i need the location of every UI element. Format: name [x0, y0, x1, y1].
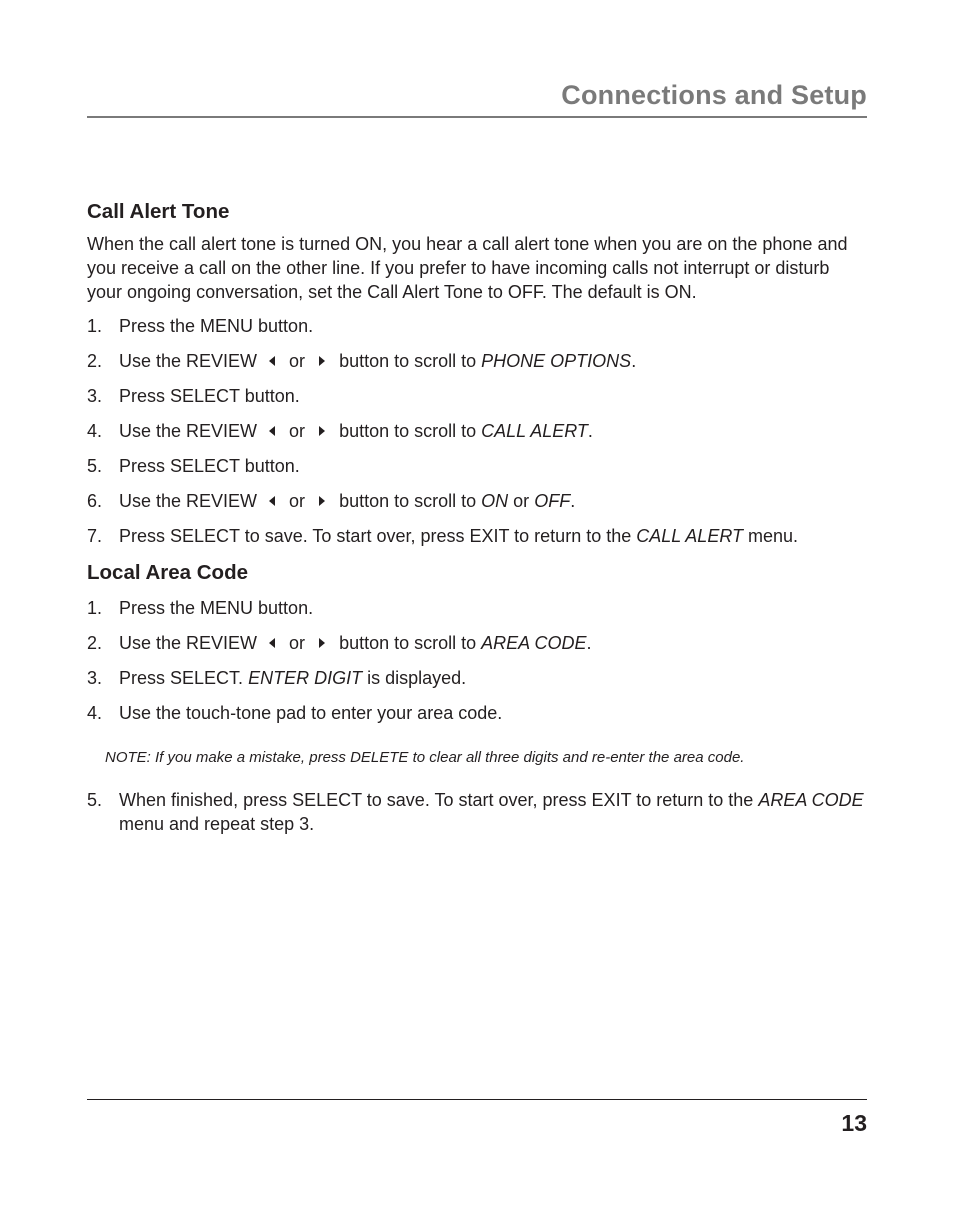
- step-number: 1.: [87, 598, 103, 618]
- step-text: Press SELECT button.: [119, 456, 300, 476]
- step-number: 2.: [87, 633, 103, 653]
- left-triangle-icon: [269, 426, 275, 436]
- list-item: [87, 454, 867, 478]
- call-alert-intro: When the call alert tone is turned ON, you hear a call alert tone when you are on the phone and you receive a call on the other line. If you prefer to have incoming calls not interrupt or disturb your ongoing conversation, set the Call Alert Tone to OFF. The default is ON.: [87, 234, 848, 302]
- step-text: Use the REVIEW: [119, 421, 258, 441]
- menu-target: OFF: [534, 491, 571, 511]
- step-text: or: [289, 491, 306, 511]
- area-code-final-step: [87, 788, 867, 836]
- step-number: 5.: [87, 790, 103, 810]
- list-item: [87, 384, 867, 408]
- menu-target: PHONE OPTIONS: [481, 351, 632, 371]
- right-triangle-icon: [319, 356, 325, 366]
- right-triangle-icon: [319, 638, 325, 648]
- step-number: 7.: [87, 526, 103, 546]
- list-item: [87, 314, 867, 338]
- page-header-title: Connections and Setup: [561, 80, 867, 110]
- step-text: Use the touch-tone pad to enter your area code.: [119, 703, 503, 723]
- area-code-steps: [87, 596, 867, 725]
- right-triangle-icon: [319, 426, 325, 436]
- menu-target: ON: [481, 491, 509, 511]
- step-text: or: [513, 491, 530, 511]
- step-text: button to scroll to: [339, 491, 477, 511]
- step-number: 4.: [87, 703, 103, 723]
- step-text: Use the REVIEW: [119, 633, 258, 653]
- step-text: Press SELECT.: [119, 668, 244, 688]
- step-text: menu and repeat step 3.: [119, 814, 315, 834]
- step-text: button to scroll to: [339, 633, 477, 653]
- call-alert-section: [87, 198, 867, 548]
- list-item: [87, 419, 867, 443]
- call-alert-heading: Call Alert Tone: [87, 200, 230, 223]
- step-text: .: [587, 421, 593, 441]
- step-text: or: [289, 351, 306, 371]
- step-text: When finished, press SELECT to save. To start over, press EXIT to return to the: [119, 790, 754, 810]
- note-text: NOTE: If you make a mistake, press DELETE to clear all three digits and re-enter the area code.: [105, 749, 745, 766]
- step-text: or: [289, 633, 306, 653]
- area-code-section: [87, 559, 867, 836]
- step-text: Use the REVIEW: [119, 491, 258, 511]
- step-number: 2.: [87, 351, 103, 371]
- step-text: button to scroll to: [339, 351, 477, 371]
- step-text: Press the MENU button.: [119, 598, 314, 618]
- left-triangle-icon: [269, 356, 275, 366]
- list-item: [87, 596, 867, 620]
- menu-target: CALL ALERT: [636, 526, 743, 546]
- step-text: button to scroll to: [339, 421, 477, 441]
- step-text: Press the MENU button.: [119, 316, 314, 336]
- footer-rule: [87, 1099, 867, 1100]
- page-number: 13: [841, 1110, 867, 1136]
- step-text: .: [570, 491, 576, 511]
- list-item: [87, 701, 867, 725]
- list-item: [87, 489, 867, 513]
- step-number: 3.: [87, 668, 103, 688]
- step-text: menu.: [748, 526, 799, 546]
- step-text: or: [289, 421, 306, 441]
- step-text: is displayed.: [367, 668, 467, 688]
- call-alert-steps: [87, 314, 867, 548]
- list-item: [87, 524, 867, 548]
- left-triangle-icon: [269, 496, 275, 506]
- menu-target: AREA CODE: [481, 633, 587, 653]
- menu-target: AREA CODE: [758, 790, 864, 810]
- list-item: [87, 631, 867, 655]
- area-code-heading: Local Area Code: [87, 561, 249, 584]
- header-rule: [87, 116, 867, 118]
- step-number: 3.: [87, 386, 103, 406]
- step-text: Press SELECT button.: [119, 386, 300, 406]
- list-item: [87, 349, 867, 373]
- step-text: Press SELECT to save. To start over, press EXIT to return to the: [119, 526, 632, 546]
- step-number: 6.: [87, 491, 103, 511]
- step-number: 1.: [87, 316, 103, 336]
- page-content: [87, 198, 867, 847]
- step-text: Use the REVIEW: [119, 351, 258, 371]
- left-triangle-icon: [269, 638, 275, 648]
- step-text: .: [631, 351, 637, 371]
- list-item: [87, 788, 867, 836]
- list-item: [87, 666, 867, 690]
- step-text: .: [586, 633, 592, 653]
- menu-target: CALL ALERT: [481, 421, 588, 441]
- right-triangle-icon: [319, 496, 325, 506]
- step-number: 4.: [87, 421, 103, 441]
- step-number: 5.: [87, 456, 103, 476]
- menu-target: ENTER DIGIT: [248, 668, 363, 688]
